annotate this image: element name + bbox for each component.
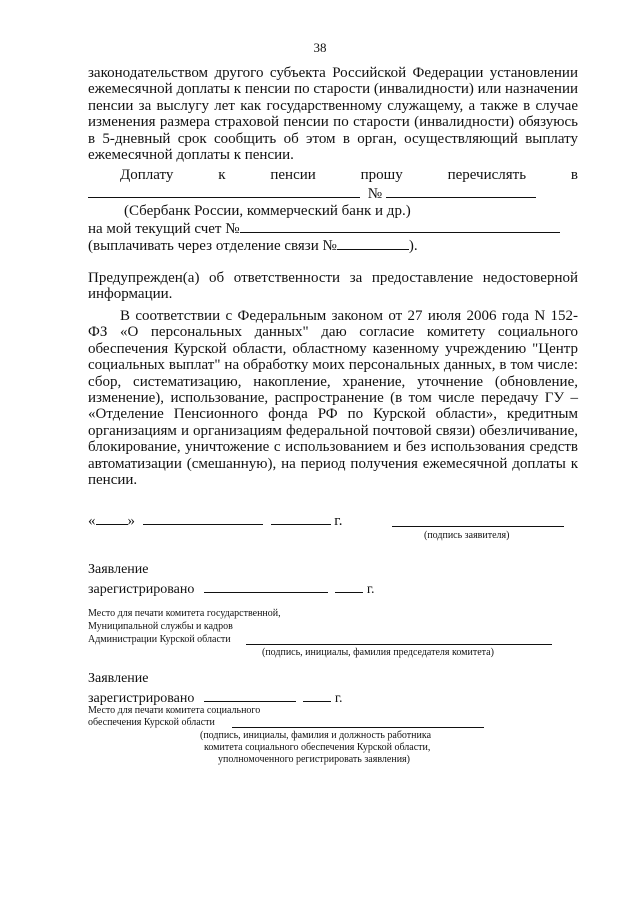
registration-2-caption-line-1: (подпись, инициалы, фамилия и должность работника (200, 730, 432, 741)
registration-1-caption: (подпись, инициалы, фамилия председателя комитета) (262, 647, 494, 658)
transfer-word: прошу (360, 167, 403, 183)
bank-name-field[interactable] (88, 185, 360, 198)
registration-2-label: зарегистрировано (88, 691, 195, 706)
transfer-row (88, 167, 578, 183)
registration-1-stamp-line-3: Администрации Курской области (88, 634, 231, 645)
registration-1-year-field[interactable] (335, 580, 363, 593)
year-field[interactable] (271, 512, 331, 525)
registration-2-caption-line-2: комитета социального обеспечения Курской области, (204, 742, 431, 753)
registration-2-signature-field[interactable] (232, 727, 484, 728)
transfer-word: к (218, 167, 226, 183)
intro-paragraph: законодательством другого субъекта Российской Федерации установлении ежемесячной доплаты к пенсии по старости (инвалидности) или назначении пенсии за выслугу лет как государственному служащему, а также в случае изменения размера страховой пенсии по старости (инвалидности) обязуюсь в 5-дневный срок сообщить об этом в орган, осуществляющий выплату ежемесячной доплаты к пенсии. (88, 65, 578, 164)
close-quote: » (127, 513, 135, 529)
bank-number-field[interactable] (386, 185, 536, 198)
year-suffix: г. (334, 513, 343, 529)
month-field[interactable] (143, 512, 263, 525)
signature-caption: (подпись заявителя) (424, 530, 510, 541)
registration-1-date-field[interactable] (204, 580, 328, 593)
post-office-number-field[interactable] (337, 237, 409, 250)
post-office-label: (выплачивать через отделение связи № (88, 238, 337, 254)
warning-text: Предупрежден(а) об ответственности за предоставление недостоверной информации. (88, 270, 578, 303)
registration-1-signature-field[interactable] (246, 644, 552, 645)
registration-2-year-field[interactable] (303, 689, 331, 702)
page-number: 38 (313, 40, 327, 55)
account-number-field[interactable] (240, 220, 560, 233)
transfer-word: пенсии (270, 167, 316, 183)
number-sign: № (367, 186, 383, 202)
bank-hint: (Сбербанк России, коммерческий банк и др.) (124, 203, 411, 219)
open-quote: « (88, 513, 96, 529)
registration-1-stamp-line-1: Место для печати комитета государственной, (88, 608, 281, 619)
account-line (88, 220, 560, 237)
registration-1-label: зарегистрировано (88, 582, 195, 597)
consent-paragraph: В соответствии с Федеральным законом от 27 июля 2006 года N 152-ФЗ «О персональных данных" даю согласие комитету социального обеспечения Курской области, областному казенному учреждению "Центр социальных выплат" на обработку моих персональных данных, в том числе: сбор, систематизацию, накопление, хранение, уточнение (обновление, изменение), использование, распространение (в том числе передачу ГУ – «Отделение Пенсионного фонда РФ по Курской области», кредитным организациям и организациям федеральной почтовой связи) обезличивание, блокирование, уничтожение с использованием и без использования средств автоматизации (смешанную), на период получения ежемесячной доплаты к пенсии. (88, 308, 578, 489)
bank-line (88, 185, 536, 202)
registration-2-year-suffix: г. (334, 691, 343, 706)
day-field[interactable] (96, 512, 128, 525)
applicant-signature-field[interactable] (392, 526, 564, 527)
transfer-word: в (570, 167, 578, 183)
transfer-word: Доплату (120, 167, 174, 183)
registration-2-stamp-line-2: обеспечения Курской области (88, 717, 215, 728)
registration-1-title: Заявление (88, 562, 149, 577)
account-label: на мой текущий счет № (88, 221, 240, 237)
date-line (88, 512, 342, 529)
registration-1-year-suffix: г. (366, 582, 375, 597)
registration-2-date-field[interactable] (204, 689, 296, 702)
registration-1-stamp-line-2: Муниципальной службы и кадров (88, 621, 233, 632)
transfer-word: перечислять (447, 167, 527, 183)
registration-2-stamp-line-1: Место для печати комитета социального (88, 705, 261, 716)
post-office-close: ). (408, 238, 418, 254)
post-office-line (88, 237, 418, 254)
registration-2-title: Заявление (88, 671, 149, 686)
registration-2-caption-line-3: уполномоченного регистрировать заявления) (218, 754, 410, 765)
registration-1-line (88, 580, 375, 598)
